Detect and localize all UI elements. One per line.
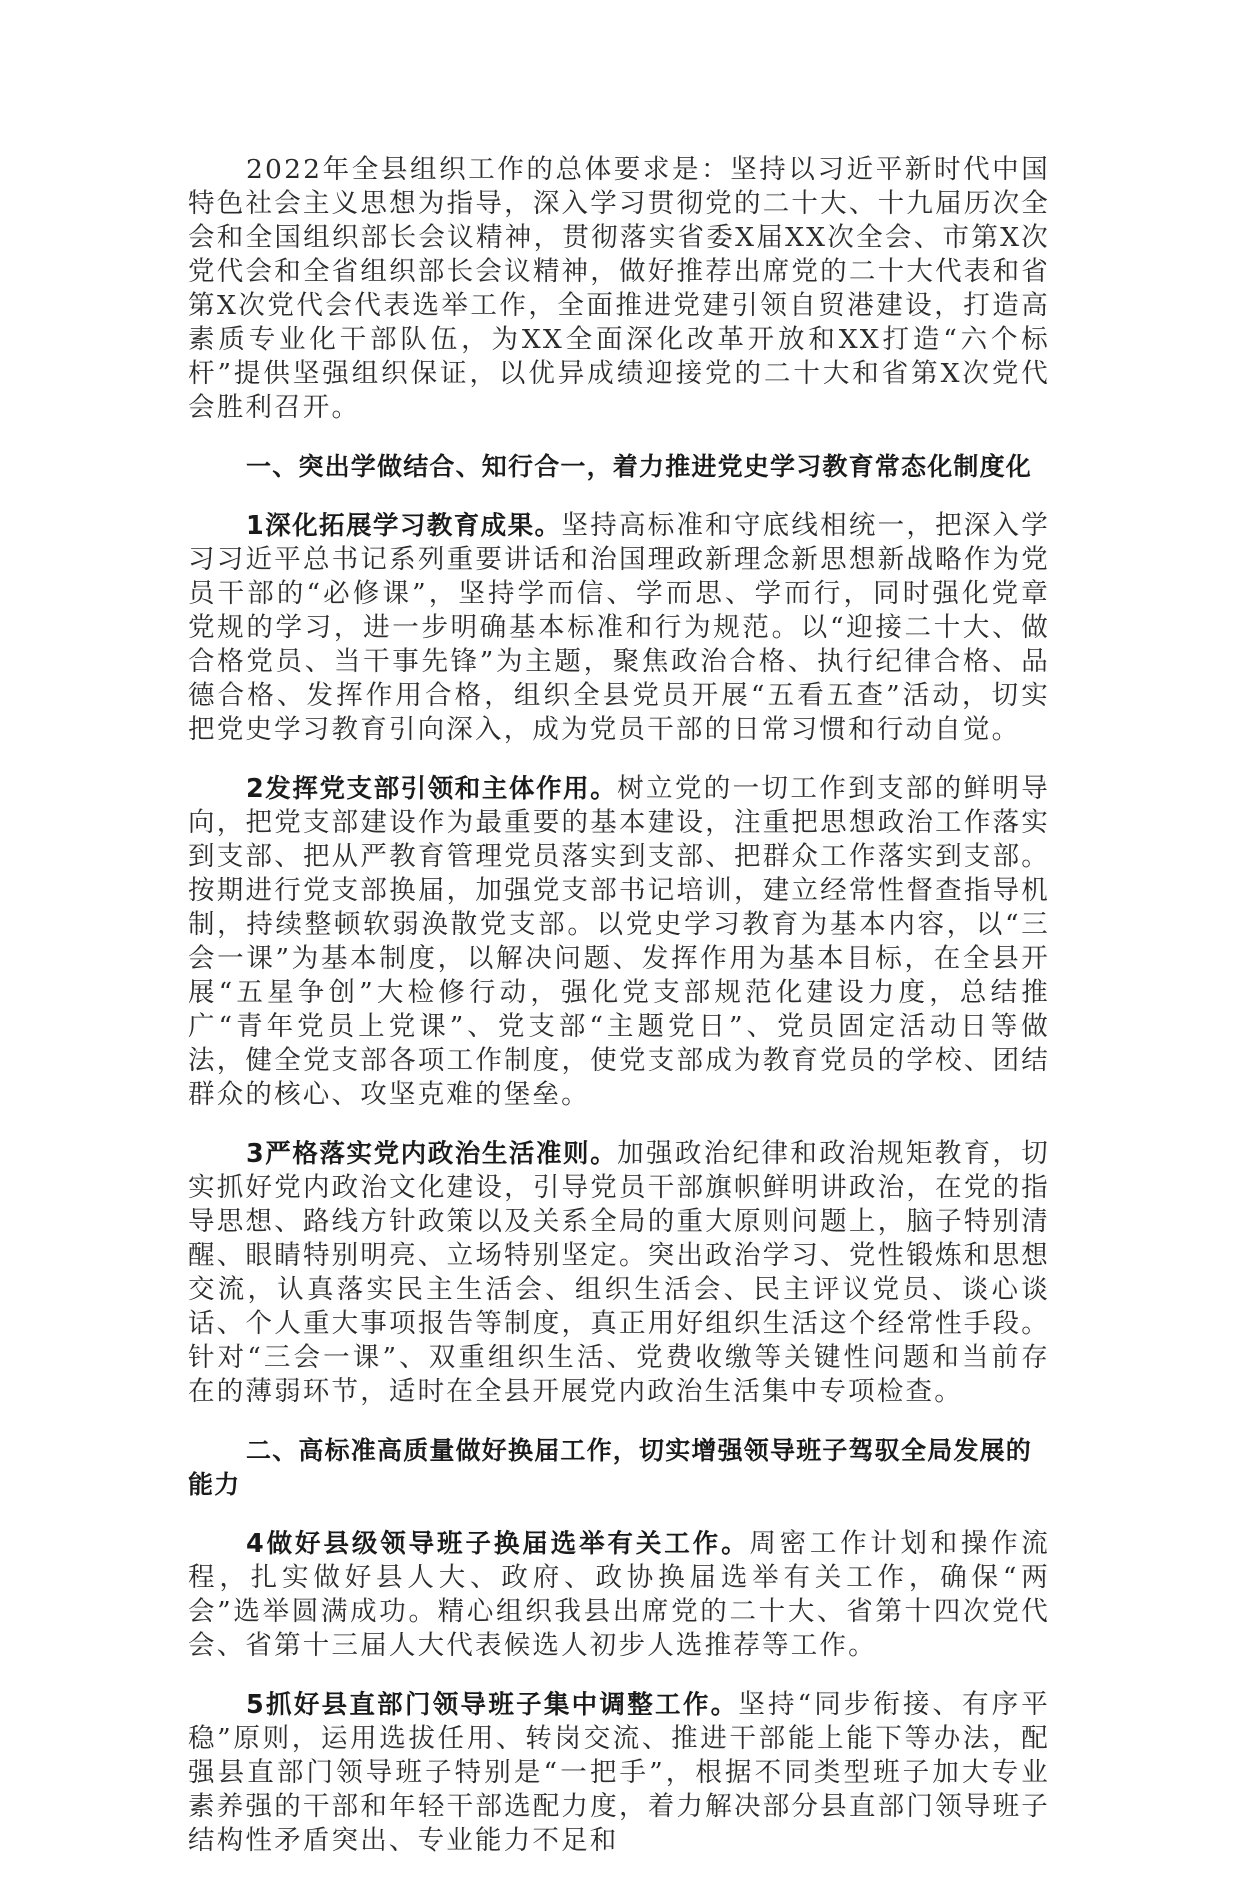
item-paragraph-4: [188, 1527, 1050, 1663]
item-body-1: 坚持高标准和守底线相统一，把深入学习习近平总书记系列重要讲话和治国理政新理念新思想新战略作为党员干部的“必修课”，坚持学而信、学而思、学而行，同时强化党章党规的学习，进一步明确基本标准和行为规范。以“迎接二十大、做合格党员、当干事先锋”为主题，聚焦政治合格、执行纪律合格、品德合格、发挥作用合格，组织全县党员开展“五看五查”活动，切实把党史学习教育引向深入，成为党员干部的日常习惯和行动自觉。: [188, 510, 1050, 745]
item-lead-5: 5抓好县直部门领导班子集中调整工作。: [246, 1690, 739, 1720]
item-lead-3: 3严格落实党内政治生活准则。: [246, 1139, 618, 1169]
section-heading-1: 一、突出学做结合、知行合一，着力推进党史学习教育常态化制度化: [246, 452, 1033, 481]
intro-paragraph: 2022年全县组织工作的总体要求是：坚持以习近平新时代中国特色社会主义思想为指导，深入学习贯彻党的二十大、十九届历次全会和全国组织部长会议精神，贯彻落实省委X届XX次全会、市第X次党代会和全省组织部长会议精神，做好推荐出席党的二十大代表和省第X次党代会代表选举工作，全面推进党建引领自贸港建设，打造高素质专业化干部队伍，为XX全面深化改革开放和XX打造“六个标杆”提供坚强组织保证，以优异成绩迎接党的二十大和省第X次党代会胜利召开。: [188, 154, 1050, 423]
item-paragraph-3: [188, 1137, 1050, 1409]
item-paragraph-1: [188, 509, 1050, 747]
item-paragraph-2: [188, 772, 1050, 1112]
item-paragraph-5: [188, 1688, 1050, 1858]
section-heading-2: 二、高标准高质量做好换届工作，切实增强领导班子驾驭全局发展的能力: [188, 1436, 1033, 1499]
item-body-3: 加强政治纪律和政治规矩教育，切实抓好党内政治文化建设，引导党员干部旗帜鲜明讲政治，在党的指导思想、路线方针政策以及关系全局的重大原则问题上，脑子特别清醒、眼睛特别明亮、立场特别坚定。突出政治学习、党性锻炼和思想交流，认真落实民主生活会、组织生活会、民主评议党员、谈心谈话、个人重大事项报告等制度，真正用好组织生活这个经常性手段。针对“三会一课”、双重组织生活、党费收缴等关键性问题和当前存在的薄弱环节，适时在全县开展党内政治生活集中专项检查。: [188, 1138, 1050, 1407]
item-lead-1: 1深化拓展学习教育成果。: [246, 511, 562, 541]
item-body-5: 坚持“同步衔接、有序平稳”原则，运用选拔任用、转岗交流、推进干部能上能下等办法，配强县直部门领导班子特别是“一把手”，根据不同类型班子加大专业素养强的干部和年轻干部选配力度，着力解决部分县直部门领导班子结构性矛盾突出、专业能力不足和: [188, 1689, 1050, 1856]
item-lead-4: 4做好县级领导班子换届选举有关工作。: [246, 1529, 750, 1559]
item-lead-2: 2发挥党支部引领和主体作用。: [246, 774, 618, 804]
document-page: [188, 153, 1050, 1883]
item-body-4: 周密工作计划和操作流程，扎实做好县人大、政府、政协换届选举有关工作，确保“两会”选举圆满成功。精心组织我县出席党的二十大、省第十四次党代会、省第十三届人大代表候选人初步人选推荐等工作。: [188, 1528, 1051, 1661]
item-body-2: 树立党的一切工作到支部的鲜明导向，把党支部建设作为最重要的基本建设，注重把思想政治工作落实到支部、把从严教育管理党员落实到支部、把群众工作落实到支部。按期进行党支部换届，加强党支部书记培训，建立经常性督查指导机制，持续整顿软弱涣散党支部。以党史学习教育为基本内容，以“三会一课”为基本制度，以解决问题、发挥作用为基本目标，在全县开展“五星争创”大检修行动，强化党支部规范化建设力度，总结推广“青年党员上党课”、党支部“主题党日”、党员固定活动日等做法，健全党支部各项工作制度，使党支部成为教育党员的学校、团结群众的核心、攻坚克难的堡垒。: [188, 773, 1050, 1110]
